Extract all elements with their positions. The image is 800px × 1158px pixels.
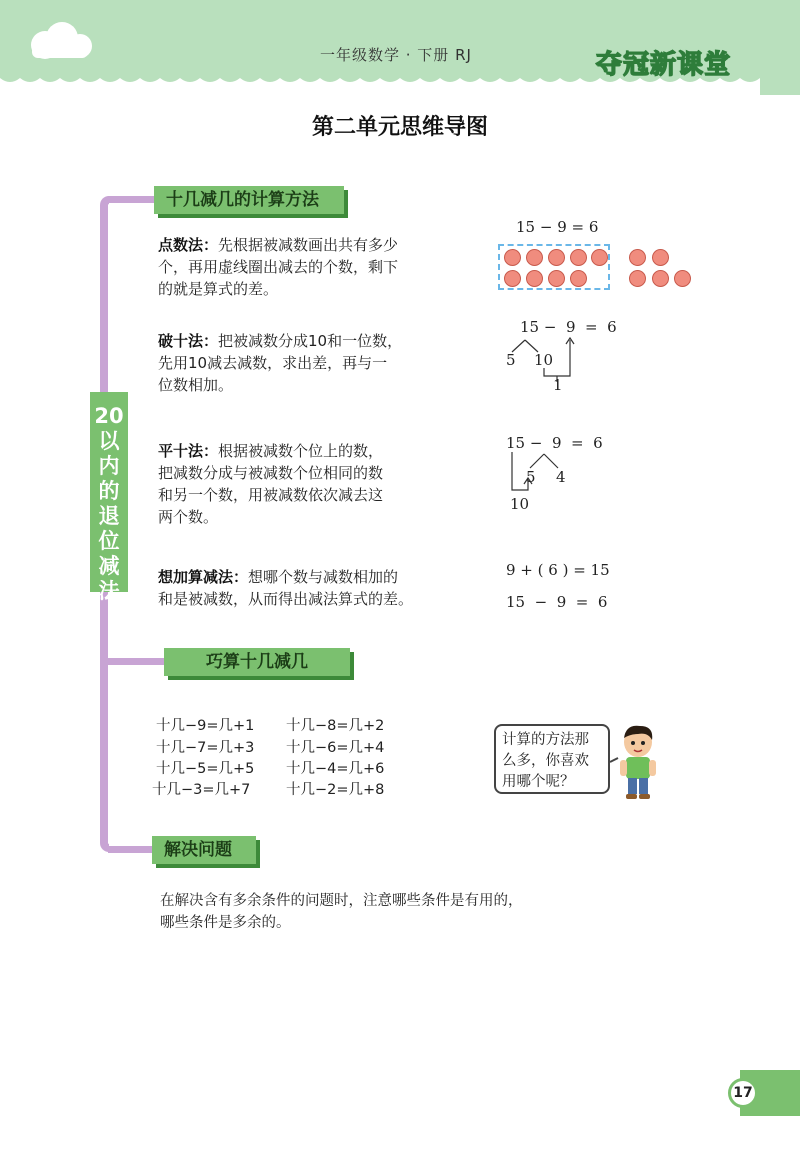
method-name: 破十法： xyxy=(158,332,219,350)
section-heading-tricks: 巧算十几减几 xyxy=(164,648,350,676)
method-text: 想哪个数与减数相加的 xyxy=(248,568,399,586)
dot xyxy=(652,270,669,287)
method-break-ten xyxy=(158,330,458,396)
method-text: 先用10减去减数，求出差，再与一 xyxy=(158,354,388,372)
brand-logo: 夺冠新课堂 xyxy=(596,50,732,80)
formula: 十几−5=几+5 xyxy=(156,761,255,777)
formula: 十几−2=几+8 xyxy=(286,782,385,798)
connector-1 xyxy=(108,196,156,203)
problem-line: 在解决含有多余条件的问题时，注意哪些条件是有用的， xyxy=(160,893,523,909)
formula: 十几−8=几+2 xyxy=(286,718,385,734)
part-number: 5 xyxy=(526,468,536,486)
dot xyxy=(548,249,565,266)
decomposition-lines xyxy=(500,450,590,500)
bubble-line: 计算的方法那 xyxy=(502,732,589,748)
method-counting xyxy=(158,234,458,300)
section-heading-methods: 十几减几的计算方法 xyxy=(154,186,344,214)
topic-char: 位 xyxy=(98,529,120,553)
topic-char: 内 xyxy=(98,454,120,478)
example-counting-equation: 15 − 9 = 6 xyxy=(516,218,599,236)
equation: 15 − 9 = 6 xyxy=(520,318,617,336)
dot xyxy=(548,270,565,287)
method-text: 先根据被减数画出共有多少 xyxy=(218,236,399,254)
part-number: 5 xyxy=(506,351,516,369)
example-subtract-equation: 15 − 9 = 6 xyxy=(506,593,608,611)
section-heading-problems: 解决问题 xyxy=(152,836,256,864)
topic-char: 法 xyxy=(98,579,120,603)
part-number: 10 xyxy=(510,495,530,513)
part-number: 10 xyxy=(534,351,554,369)
topic-char: 20 xyxy=(94,404,124,428)
method-text: 的就是算式的差。 xyxy=(158,280,279,298)
formula: 十几−4=几+6 xyxy=(286,761,385,777)
dot xyxy=(652,249,669,266)
method-name: 想加算减法： xyxy=(158,568,249,586)
page-number: 17 xyxy=(728,1078,758,1108)
method-name: 点数法： xyxy=(158,236,219,254)
example-add-equation: 9 + ( 6 ) = 15 xyxy=(506,561,610,579)
topic-char: 的 xyxy=(98,479,120,503)
bubble-line: 用哪个呢？ xyxy=(502,774,575,790)
speech-bubble xyxy=(494,724,610,794)
formula: 十几−3=几+7 xyxy=(152,782,251,798)
topic-char: 退 xyxy=(98,504,120,528)
boy-character-icon xyxy=(608,722,664,802)
dot xyxy=(570,270,587,287)
formula: 十几−9=几+1 xyxy=(156,718,255,734)
dot xyxy=(504,249,521,266)
dot xyxy=(629,270,646,287)
method-add-to-subtract xyxy=(158,566,468,610)
formula: 十几−6=几+4 xyxy=(286,740,385,756)
method-text: 和另一个数，用被减数依次减去这 xyxy=(158,486,384,504)
page-title: 第二单元思维导图 xyxy=(311,114,488,140)
topic-label xyxy=(90,392,128,603)
method-text: 把被减数分成10和一位数， xyxy=(218,332,403,350)
bubble-line: 么多，你喜欢 xyxy=(502,753,589,769)
book-title: 一年级数学 · 下册 RJ xyxy=(320,46,472,64)
connector-2 xyxy=(108,658,166,665)
method-text: 两个数。 xyxy=(158,508,219,526)
dot xyxy=(526,249,543,266)
method-text: 根据被减数个位上的数， xyxy=(218,442,384,460)
dot xyxy=(504,270,521,287)
method-text: 和是被减数，从而得出减法算式的差。 xyxy=(158,590,414,608)
method-name: 平十法： xyxy=(158,442,219,460)
topic-char: 以 xyxy=(98,429,120,453)
dot xyxy=(674,270,691,287)
formula: 十几−7=几+3 xyxy=(156,740,255,756)
problem-line: 哪些条件是多余的。 xyxy=(160,915,291,931)
equation: 15 − 9 = 6 xyxy=(506,434,603,452)
result-number: 1 xyxy=(553,376,563,394)
dot xyxy=(629,249,646,266)
connector-3 xyxy=(108,846,152,853)
dot xyxy=(570,249,587,266)
dot xyxy=(591,249,608,266)
method-text: 位数相加。 xyxy=(158,376,234,394)
method-text: 把减数分成与被减数个位相同的数 xyxy=(158,464,384,482)
method-text: 个，再用虚线圈出减去的个数，剩下 xyxy=(158,258,399,276)
part-number: 4 xyxy=(556,468,566,486)
problem-solving-text xyxy=(160,890,620,934)
method-level-ten xyxy=(158,440,468,528)
dot xyxy=(526,270,543,287)
topic-char: 减 xyxy=(98,554,120,578)
